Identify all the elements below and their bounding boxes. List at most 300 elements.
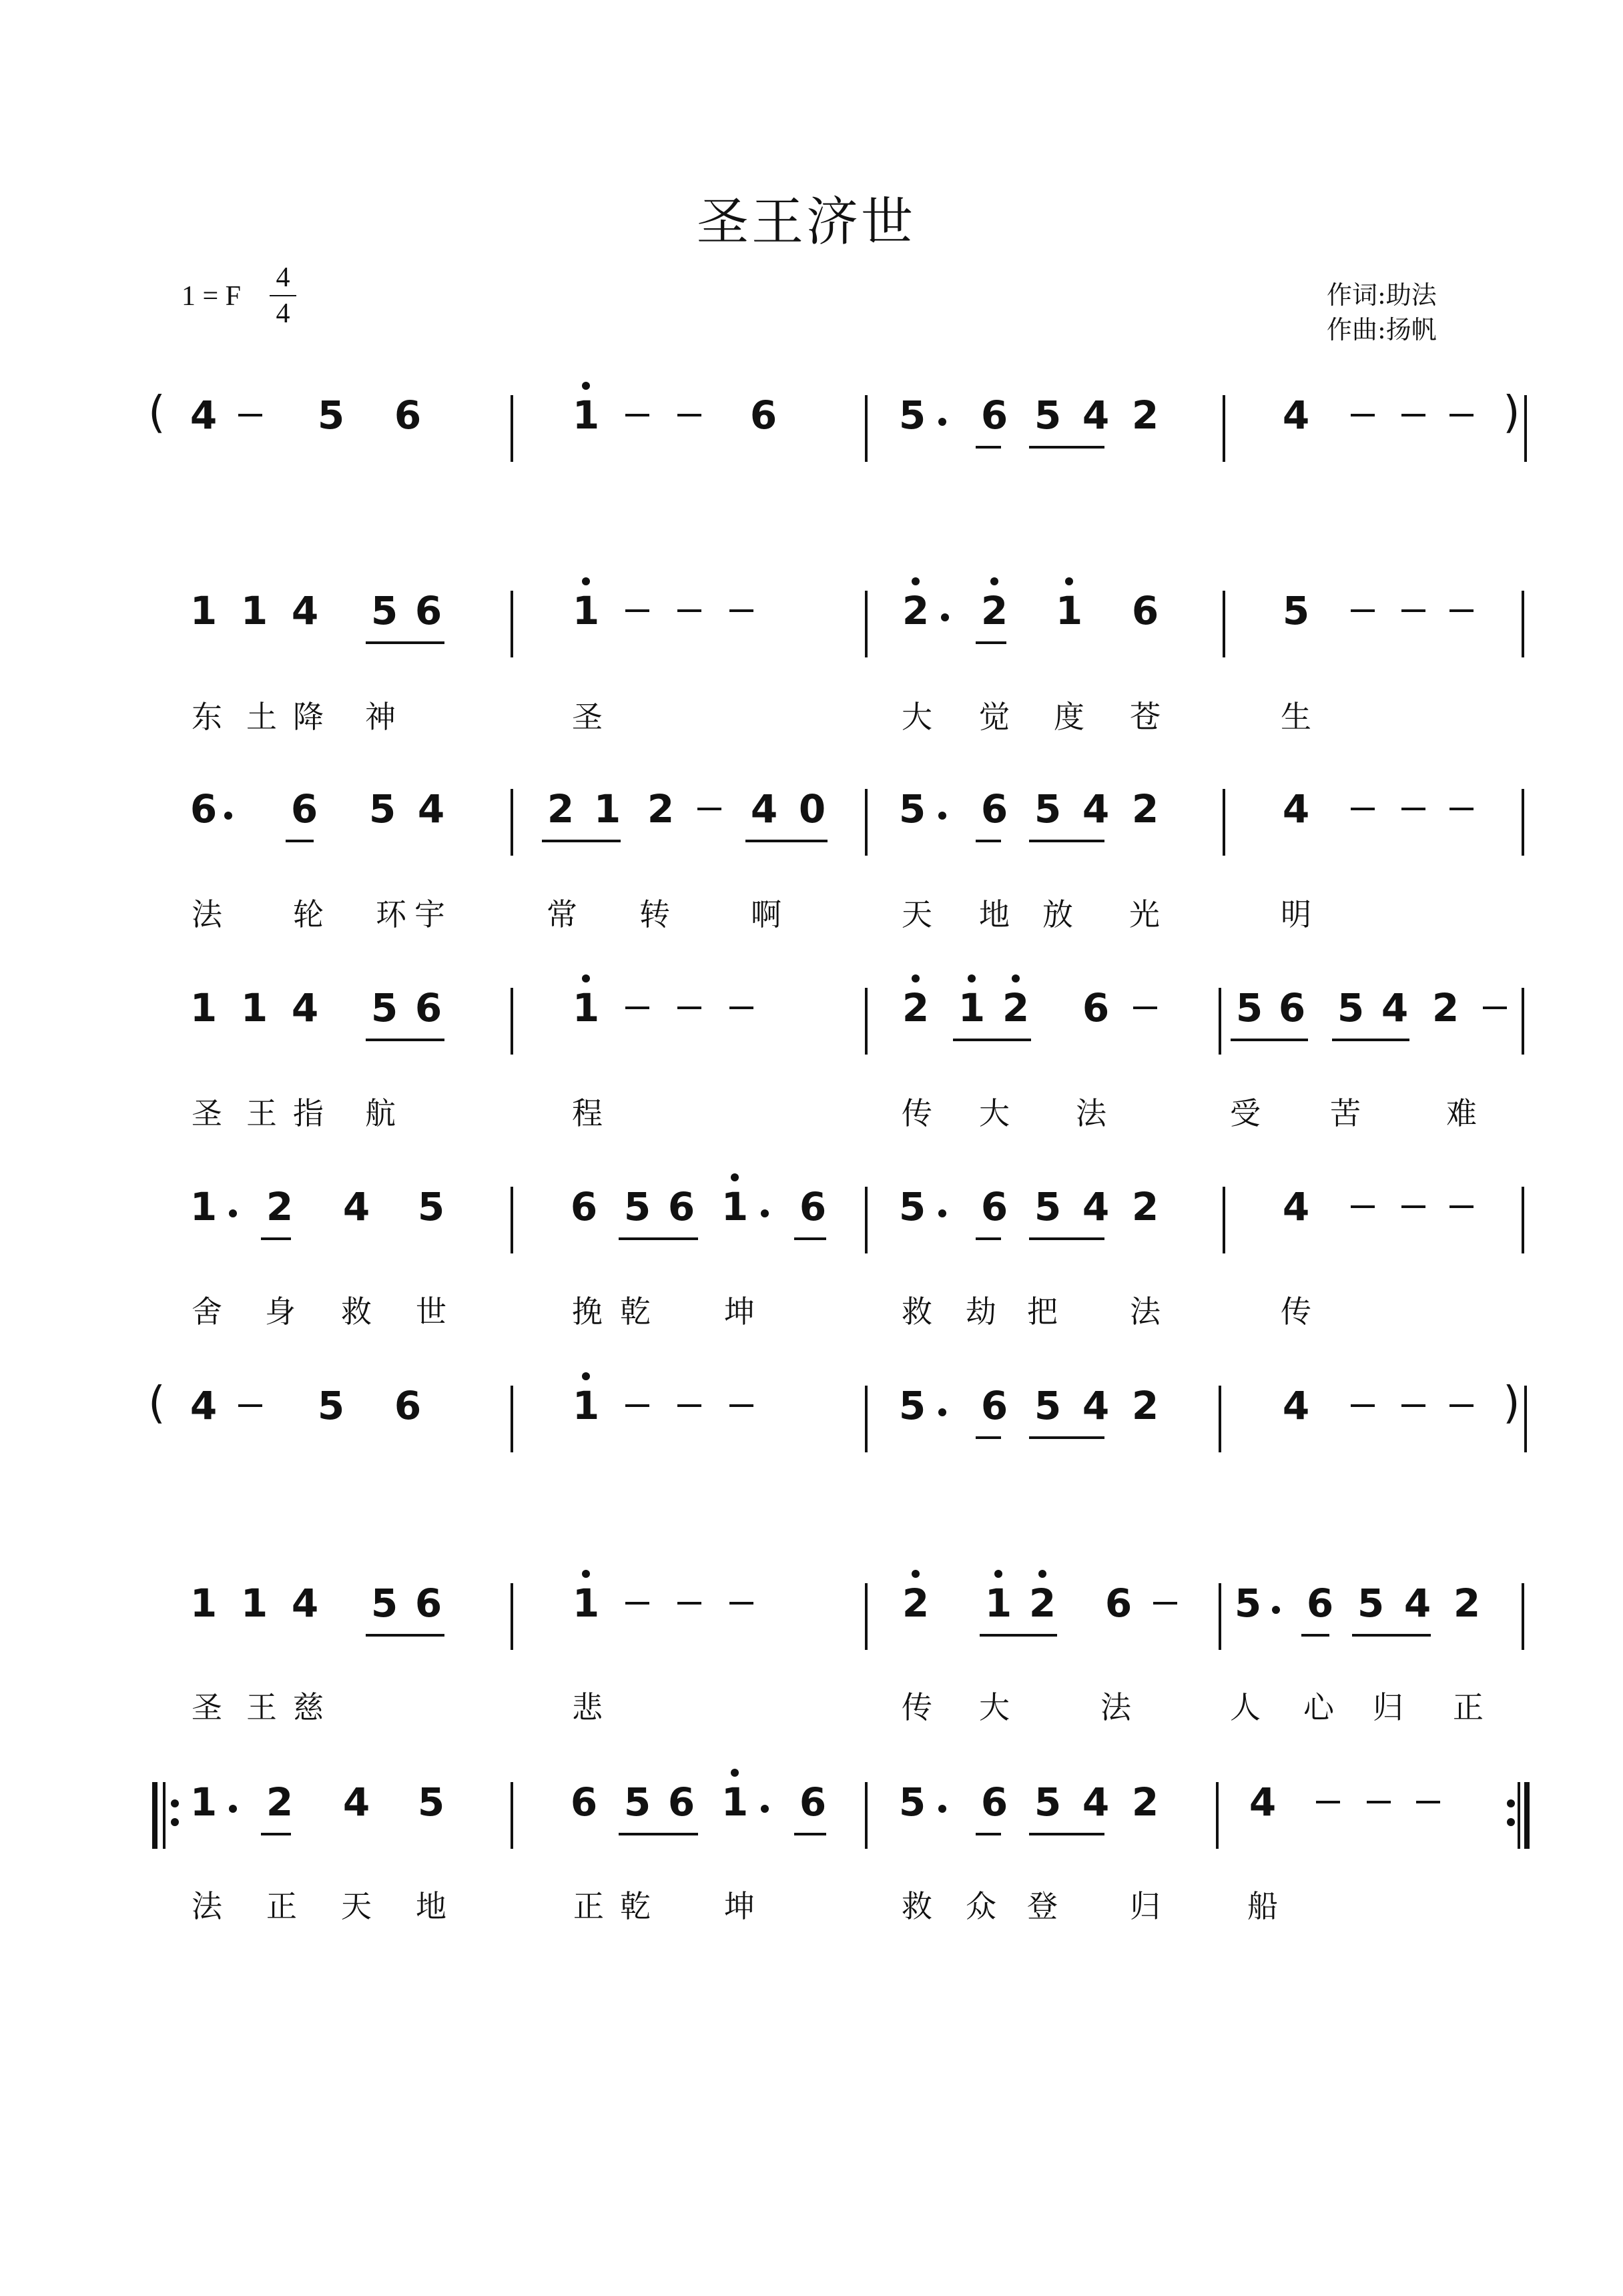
note: 4 <box>1082 1779 1110 1825</box>
beam-underline <box>1332 1039 1409 1041</box>
lyric-char: 身 <box>265 1294 296 1330</box>
beam-underline <box>1301 1634 1329 1637</box>
note: 4 <box>190 1383 218 1428</box>
barline <box>1223 1187 1225 1253</box>
lyric-char: 登 <box>1027 1888 1058 1924</box>
lyric-char: 世 <box>416 1294 446 1330</box>
note: 4 <box>1249 1779 1277 1825</box>
note: 4 <box>342 1184 370 1229</box>
note: 6 <box>980 786 1008 832</box>
beam-underline <box>1029 1237 1104 1240</box>
composer-credit: 作曲:扬帆 <box>1327 315 1437 344</box>
sustain-dash <box>1351 1205 1375 1208</box>
note: 6 <box>980 1779 1008 1825</box>
note: 6 <box>980 1383 1008 1428</box>
note: 4 <box>190 392 218 438</box>
key-signature: 1 = F <box>182 281 242 312</box>
beam-underline <box>976 446 1001 449</box>
high-octave-dot <box>912 1570 920 1578</box>
repeat-dot <box>1507 1799 1515 1807</box>
lyric-char: 东 <box>192 699 222 735</box>
sustain-dash <box>1351 808 1375 810</box>
sustain-dash <box>1449 414 1474 416</box>
lyric-char: 坤 <box>724 1888 755 1924</box>
note: 1 <box>240 1581 268 1626</box>
barline <box>865 591 868 657</box>
lyric-char: 明 <box>1281 896 1311 932</box>
note: 4 <box>417 786 445 832</box>
lyric-char: 法 <box>1130 1294 1161 1330</box>
note: 1 <box>958 985 986 1031</box>
note: 5 <box>1282 588 1310 633</box>
lyric-char: 地 <box>979 896 1010 932</box>
note: 2 <box>902 1581 930 1626</box>
high-octave-dot <box>1038 1570 1046 1578</box>
barline <box>1219 988 1221 1055</box>
note: 6 <box>1082 985 1110 1031</box>
score-row <box>0 1180 1623 1273</box>
open-paren: ( <box>148 386 166 438</box>
repeat-dot <box>171 1818 179 1826</box>
note: 5 <box>898 1184 926 1229</box>
note: 1 <box>190 1184 218 1229</box>
lyric-char: 法 <box>1076 1095 1106 1131</box>
repeat-end-thick <box>1524 1782 1530 1849</box>
lyric-char: 指 <box>293 1095 324 1131</box>
note: 2 <box>1131 786 1159 832</box>
lyric-char: 乾 <box>620 1294 651 1330</box>
note: 6 <box>667 1184 695 1229</box>
lyric-row <box>0 894 1623 941</box>
lyric-char: 归 <box>1130 1888 1161 1924</box>
time-signature-top: 4 <box>276 262 290 293</box>
lyric-char: 光 <box>1129 896 1160 932</box>
note: 6 <box>667 1779 695 1825</box>
sustain-dash <box>1449 1404 1474 1407</box>
augmentation-dot <box>761 1209 769 1217</box>
lyric-char: 降 <box>293 699 324 735</box>
barline <box>511 1187 513 1253</box>
lyric-char: 舍 <box>192 1294 222 1330</box>
note: 2 <box>1002 985 1030 1031</box>
sustain-dash <box>677 1007 701 1009</box>
note: 4 <box>1282 1184 1310 1229</box>
note: 6 <box>799 1779 827 1825</box>
note: 6 <box>570 1184 598 1229</box>
lyricist-credit: 作词:助法 <box>1327 280 1437 310</box>
augmentation-dot <box>1272 1606 1280 1614</box>
lyric-char: 乾 <box>620 1888 651 1924</box>
note: 1 <box>572 392 600 438</box>
beam-underline <box>1029 446 1104 449</box>
note: 2 <box>902 985 930 1031</box>
barline <box>511 395 513 462</box>
note: 5 <box>370 985 398 1031</box>
augmentation-dot <box>938 418 946 426</box>
time-signature-bottom: 4 <box>276 298 290 329</box>
note: 2 <box>1131 1779 1159 1825</box>
note: 6 <box>980 392 1008 438</box>
barline <box>1216 1782 1219 1849</box>
note: 4 <box>1282 1383 1310 1428</box>
note: 1 <box>593 786 621 832</box>
beam-underline <box>976 840 1001 842</box>
sustain-dash <box>625 414 649 416</box>
note: 6 <box>1131 588 1159 633</box>
barline <box>865 1583 868 1650</box>
lyric-row <box>0 1292 1623 1338</box>
note: 0 <box>798 786 826 832</box>
lyric-char: 天 <box>341 1888 372 1924</box>
sustain-dash <box>1401 414 1425 416</box>
sustain-dash <box>1351 609 1375 612</box>
lyric-char: 放 <box>1042 896 1073 932</box>
note: 1 <box>572 1581 600 1626</box>
augmentation-dot <box>761 1805 769 1813</box>
sustain-dash <box>677 609 701 612</box>
high-octave-dot <box>582 382 590 390</box>
note: 4 <box>1381 985 1409 1031</box>
note: 2 <box>1431 985 1459 1031</box>
score-row <box>0 1775 1623 1869</box>
sustain-dash <box>729 1404 753 1407</box>
note: 5 <box>1337 985 1365 1031</box>
barline <box>1219 1583 1221 1650</box>
barline <box>1223 789 1225 856</box>
sustain-dash <box>1449 1205 1474 1208</box>
lyric-char: 啊 <box>751 896 781 932</box>
note: 2 <box>1131 1184 1159 1229</box>
note: 6 <box>570 1779 598 1825</box>
lyric-char: 环 <box>376 896 406 932</box>
lyric-char: 神 <box>365 699 396 735</box>
page-title: 圣王济世 <box>697 192 916 252</box>
high-octave-dot <box>968 974 976 982</box>
beam-underline <box>953 1039 1031 1041</box>
lyric-char: 圣 <box>192 1689 222 1725</box>
sustain-dash <box>1153 1602 1177 1605</box>
lyric-char: 正 <box>266 1888 297 1924</box>
note: 5 <box>898 1383 926 1428</box>
note: 5 <box>368 786 396 832</box>
barline <box>1522 1187 1524 1253</box>
lyric-char: 悲 <box>572 1689 603 1725</box>
note: 2 <box>1028 1581 1056 1626</box>
note: 5 <box>623 1779 651 1825</box>
high-octave-dot <box>731 1769 739 1777</box>
note: 5 <box>1034 1383 1062 1428</box>
lyric-char: 劫 <box>966 1294 996 1330</box>
sustain-dash <box>729 609 753 612</box>
beam-underline <box>261 1833 291 1835</box>
time-signature <box>270 262 296 330</box>
lyric-char: 大 <box>979 1095 1010 1131</box>
lyric-char: 传 <box>1281 1294 1311 1330</box>
augmentation-dot <box>938 1408 946 1416</box>
beam-underline <box>976 1833 1001 1835</box>
sustain-dash <box>729 1007 753 1009</box>
sustain-dash <box>729 1602 753 1605</box>
beam-underline <box>976 1436 1001 1439</box>
lyric-char: 轮 <box>293 896 324 932</box>
lyric-char: 救 <box>341 1294 372 1330</box>
sustain-dash <box>1367 1801 1391 1803</box>
augmentation-dot <box>938 1805 946 1813</box>
barline <box>1522 591 1524 657</box>
note: 4 <box>342 1779 370 1825</box>
score-row <box>0 782 1623 876</box>
lyric-char: 传 <box>902 1689 932 1725</box>
note: 2 <box>547 786 575 832</box>
end-barline <box>1524 395 1527 462</box>
barline <box>865 395 868 462</box>
note: 5 <box>417 1779 445 1825</box>
sustain-dash <box>1133 1007 1157 1009</box>
note: 5 <box>317 1383 345 1428</box>
sustain-dash <box>625 609 649 612</box>
sustain-dash <box>238 414 262 416</box>
lyric-char: 受 <box>1230 1095 1261 1131</box>
note: 5 <box>1034 786 1062 832</box>
repeat-start-thick <box>152 1782 157 1849</box>
note: 4 <box>1082 392 1110 438</box>
lyric-char: 大 <box>902 699 932 735</box>
beam-underline <box>794 1237 826 1240</box>
note: 5 <box>1357 1581 1385 1626</box>
lyric-row <box>0 1093 1623 1140</box>
note: 4 <box>291 985 319 1031</box>
sustain-dash <box>238 1404 262 1407</box>
lyric-char: 归 <box>1373 1689 1403 1725</box>
note: 4 <box>1082 1383 1110 1428</box>
lyric-char: 把 <box>1027 1294 1058 1330</box>
note: 6 <box>414 985 442 1031</box>
note: 4 <box>291 1581 319 1626</box>
note: 5 <box>898 1779 926 1825</box>
lyric-char: 坤 <box>724 1294 755 1330</box>
lyric-char: 天 <box>902 896 932 932</box>
barline <box>1522 1583 1524 1650</box>
note: 4 <box>750 786 778 832</box>
note: 5 <box>370 588 398 633</box>
sustain-dash <box>677 414 701 416</box>
note: 5 <box>417 1184 445 1229</box>
note: 4 <box>1082 786 1110 832</box>
note: 5 <box>1235 985 1263 1031</box>
note: 1 <box>572 588 600 633</box>
lyric-char: 大 <box>979 1689 1010 1725</box>
beam-underline <box>286 840 314 842</box>
score-row <box>0 1379 1623 1472</box>
lyric-char: 难 <box>1446 1095 1477 1131</box>
barline <box>1522 988 1524 1055</box>
barline <box>1223 591 1225 657</box>
sustain-dash <box>1401 609 1425 612</box>
note: 2 <box>266 1184 294 1229</box>
sustain-dash <box>1483 1007 1507 1009</box>
lyric-char: 挽 <box>572 1294 603 1330</box>
note: 1 <box>721 1184 749 1229</box>
barline <box>865 1782 868 1849</box>
lyric-char: 传 <box>902 1095 932 1131</box>
note: 2 <box>902 588 930 633</box>
note: 5 <box>898 392 926 438</box>
repeat-end-thin <box>1518 1782 1520 1849</box>
barline <box>865 789 868 856</box>
barline <box>511 1386 513 1452</box>
note: 5 <box>623 1184 651 1229</box>
open-paren: ( <box>148 1377 166 1428</box>
lyric-char: 圣 <box>572 699 603 735</box>
score-row <box>0 388 1623 482</box>
note: 2 <box>647 786 675 832</box>
note: 1 <box>721 1779 749 1825</box>
beam-underline <box>542 840 621 842</box>
note: 4 <box>1282 392 1310 438</box>
barline <box>511 591 513 657</box>
sustain-dash <box>1401 1404 1425 1407</box>
note: 4 <box>1282 786 1310 832</box>
note: 6 <box>799 1184 827 1229</box>
barline <box>1219 1386 1221 1452</box>
lyric-row <box>0 1886 1623 1933</box>
note: 5 <box>1234 1581 1262 1626</box>
lyric-char: 正 <box>1453 1689 1484 1725</box>
credits <box>1327 278 1437 347</box>
lyric-char: 王 <box>246 1095 277 1131</box>
note: 1 <box>240 588 268 633</box>
note: 6 <box>414 588 442 633</box>
barline <box>511 1782 513 1849</box>
high-octave-dot <box>1065 577 1073 585</box>
lyric-char: 度 <box>1054 699 1084 735</box>
sustain-dash <box>677 1602 701 1605</box>
note: 1 <box>190 1779 218 1825</box>
augmentation-dot <box>938 1209 946 1217</box>
note: 1 <box>1055 588 1083 633</box>
beam-underline <box>1352 1634 1431 1637</box>
lyric-char: 苍 <box>1130 699 1161 735</box>
beam-underline <box>619 1237 698 1240</box>
lyric-row <box>0 697 1623 744</box>
sustain-dash <box>1316 1801 1340 1803</box>
note: 4 <box>291 588 319 633</box>
note: 6 <box>190 786 218 832</box>
note: 6 <box>414 1581 442 1626</box>
note: 2 <box>980 588 1008 633</box>
lyric-char: 程 <box>572 1095 603 1131</box>
sustain-dash <box>1449 808 1474 810</box>
sustain-dash <box>1351 414 1375 416</box>
note: 1 <box>190 588 218 633</box>
beam-underline <box>261 1237 291 1240</box>
augmentation-dot <box>224 812 232 820</box>
score-row <box>0 1576 1623 1670</box>
lyric-char: 常 <box>547 896 577 932</box>
lyric-char: 法 <box>192 1888 222 1924</box>
note: 6 <box>394 1383 422 1428</box>
barline <box>865 1386 868 1452</box>
barline <box>865 988 868 1055</box>
lyric-char: 觉 <box>979 699 1010 735</box>
beam-underline <box>1029 1436 1104 1439</box>
sustain-dash <box>625 1404 649 1407</box>
barline <box>511 988 513 1055</box>
sustain-dash <box>1449 609 1474 612</box>
note: 1 <box>572 985 600 1031</box>
score-row <box>0 584 1623 677</box>
note: 1 <box>572 1383 600 1428</box>
note: 2 <box>266 1779 294 1825</box>
note: 2 <box>1131 392 1159 438</box>
lyric-char: 慈 <box>293 1689 324 1725</box>
beam-underline <box>976 641 1006 644</box>
note: 5 <box>1034 1184 1062 1229</box>
repeat-start-thin <box>163 1782 166 1849</box>
lyric-char: 生 <box>1281 699 1311 735</box>
high-octave-dot <box>582 974 590 982</box>
augmentation-dot <box>938 812 946 820</box>
note: 1 <box>190 1581 218 1626</box>
high-octave-dot <box>582 1372 590 1380</box>
barline <box>511 789 513 856</box>
note: 6 <box>290 786 318 832</box>
lyric-char: 救 <box>902 1294 932 1330</box>
beam-underline <box>976 1237 1001 1240</box>
high-octave-dot <box>582 1570 590 1578</box>
beam-underline <box>1029 840 1104 842</box>
beam-underline <box>619 1833 698 1835</box>
lyric-char: 救 <box>902 1888 932 1924</box>
high-octave-dot <box>582 577 590 585</box>
note: 5 <box>317 392 345 438</box>
note: 2 <box>1453 1581 1481 1626</box>
lyric-char: 船 <box>1247 1888 1278 1924</box>
lyric-char: 航 <box>365 1095 396 1131</box>
sustain-dash <box>625 1602 649 1605</box>
beam-underline <box>366 641 444 644</box>
lyric-char: 转 <box>639 896 670 932</box>
beam-underline <box>745 840 828 842</box>
high-octave-dot <box>994 1570 1002 1578</box>
sustain-dash <box>697 808 721 810</box>
note: 6 <box>1278 985 1306 1031</box>
lyric-char: 法 <box>1100 1689 1131 1725</box>
lyric-char: 法 <box>192 896 222 932</box>
note: 4 <box>1403 1581 1431 1626</box>
note: 1 <box>190 985 218 1031</box>
score-row <box>0 981 1623 1075</box>
repeat-dot <box>171 1799 179 1807</box>
sustain-dash <box>1416 1801 1440 1803</box>
lyric-char: 人 <box>1230 1689 1261 1725</box>
lyric-char: 众 <box>966 1888 996 1924</box>
note: 6 <box>1306 1581 1334 1626</box>
lyric-char: 地 <box>416 1888 446 1924</box>
beam-underline <box>1231 1039 1308 1041</box>
lyric-char: 心 <box>1303 1689 1334 1725</box>
high-octave-dot <box>1012 974 1020 982</box>
lyric-char: 正 <box>573 1888 604 1924</box>
augmentation-dot <box>229 1209 237 1217</box>
lyric-char: 圣 <box>192 1095 222 1131</box>
note: 6 <box>749 392 777 438</box>
high-octave-dot <box>990 577 998 585</box>
barline <box>1223 395 1225 462</box>
note: 2 <box>1131 1383 1159 1428</box>
note: 4 <box>1082 1184 1110 1229</box>
note: 6 <box>394 392 422 438</box>
